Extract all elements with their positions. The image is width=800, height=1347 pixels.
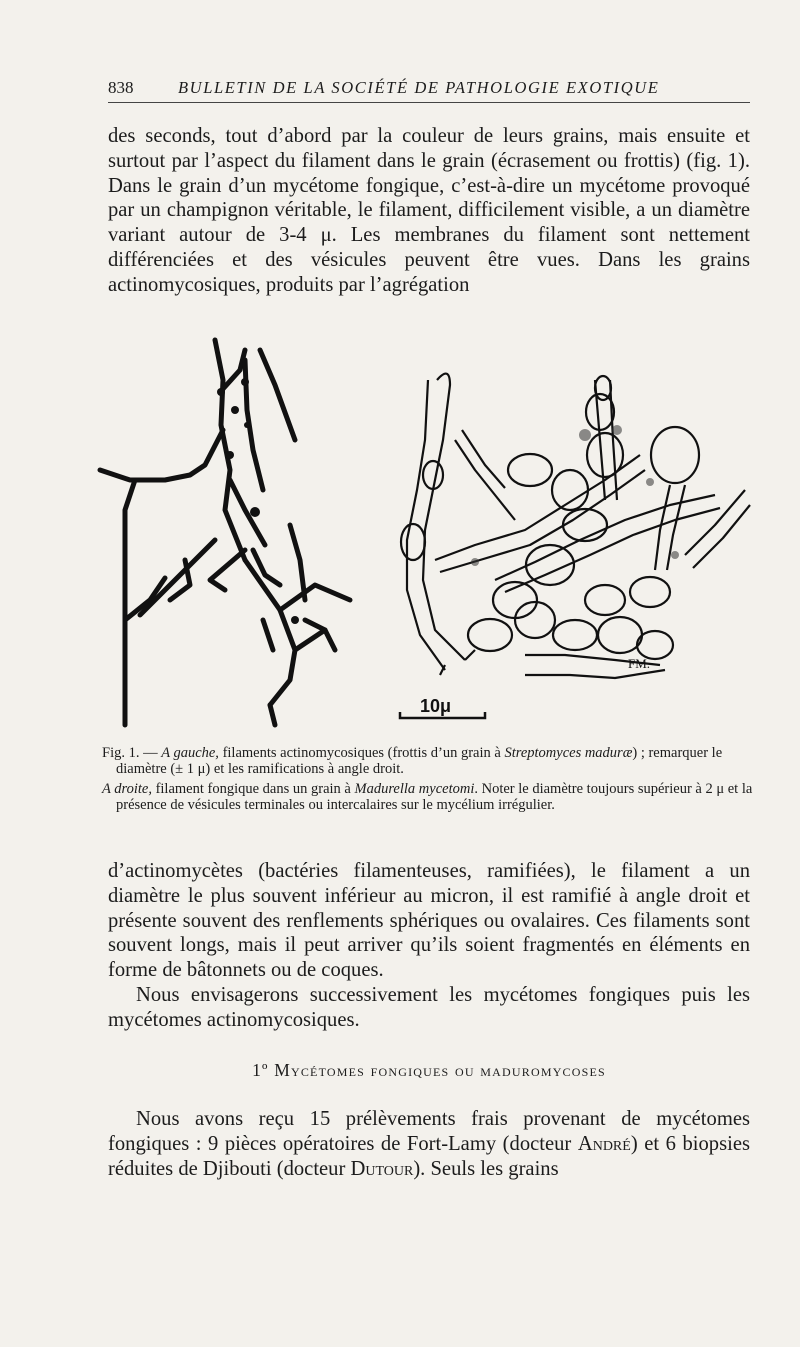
running-head: BULLETIN DE LA SOCIÉTÉ DE PATHOLOGIE EXOTIQUE xyxy=(178,78,660,97)
paragraph-4-text-b: ) et 6 biopsies réduites de Djibouti (docteur xyxy=(108,1132,750,1180)
caption-right-text-a: filament fongique dans un grain à xyxy=(151,781,355,797)
caption-right-species: Madurella mycetomi xyxy=(354,781,475,797)
paragraph-4-text-c: ). Seuls les grains xyxy=(413,1157,559,1180)
page-number: 838 xyxy=(108,78,134,97)
page-header xyxy=(108,76,750,103)
fungal-vesicle-shading xyxy=(471,425,679,566)
caption-left xyxy=(102,745,754,777)
author-name-dutour: Dutour xyxy=(350,1157,414,1180)
fungal-filament xyxy=(401,374,750,678)
fig-ref: Fig. 1. — xyxy=(102,745,162,761)
caption-right-text-b: . Noter le diamètre toujours supérieur à 2 μ et la présence de vésicules terminales ou intercalaires sur le mycélium irrégulier. xyxy=(116,781,753,814)
scale-bar-label: 10μ xyxy=(420,696,452,716)
caption-left-label: A gauche, xyxy=(161,745,219,761)
caption-left-species: Streptomyces maduræ xyxy=(504,745,633,761)
caption-left-text-a: filaments actinomycosiques (frottis d’un grain à xyxy=(218,745,505,761)
actinomycete-filaments xyxy=(100,340,350,725)
figure-1-drawing xyxy=(95,330,755,730)
caption-right xyxy=(102,781,754,813)
artist-signature: FM. xyxy=(628,656,651,671)
paragraph-2: d’actinomycètes (bactéries filamenteuses, ramifiées), le filament a un diamètre le plus souvent inférieur au micron, il est ramifié à angle droit et présente souvent des renflements sphériques ou ovalaires. Ces filaments sont souvent longs, mais il peut arriver qu’ils soient fragmentés en éléments en forme de bâtonnets ou de coques. xyxy=(108,860,750,982)
paragraph-4-text-a: Nous avons reçu 15 prélèvements frais provenant de mycétomes fongiques : 9 pièces opératoires de Fort-Lamy (docteur xyxy=(108,1108,750,1155)
caption-left-text-b: ) ; remarquer le diamètre (± 1 μ) et les ramifications à angle droit. xyxy=(116,745,723,778)
figure-1 xyxy=(95,330,755,730)
paragraph-3: Nous envisagerons successivement les mycétomes fongiques puis les mycétomes actinomycosiques. xyxy=(108,984,750,1031)
paragraph-1: des seconds, tout d’abord par la couleur de leurs grains, mais ensuite et surtout par l’aspect du filament dans le grain (écrasement ou frottis) (fig. 1). Dans le grain d’un mycétome fongique, c’est-à-dire un mycétome provoqué par un champignon véritable, le filament, difficilement visible, a un diamètre variant autour de 3-4 μ. Les membranes du filament sont nettement différenciées et des vésicules peuvent être vues. Dans les grains actinomycosiques, produits par l’agrégation xyxy=(108,125,750,296)
section-heading: 1º Mycétomes fongiques ou maduromycoses xyxy=(252,1060,606,1080)
paragraph-4 xyxy=(108,1107,750,1181)
caption-right-label: A droite, xyxy=(102,781,152,797)
author-name-andre: André xyxy=(577,1132,631,1155)
